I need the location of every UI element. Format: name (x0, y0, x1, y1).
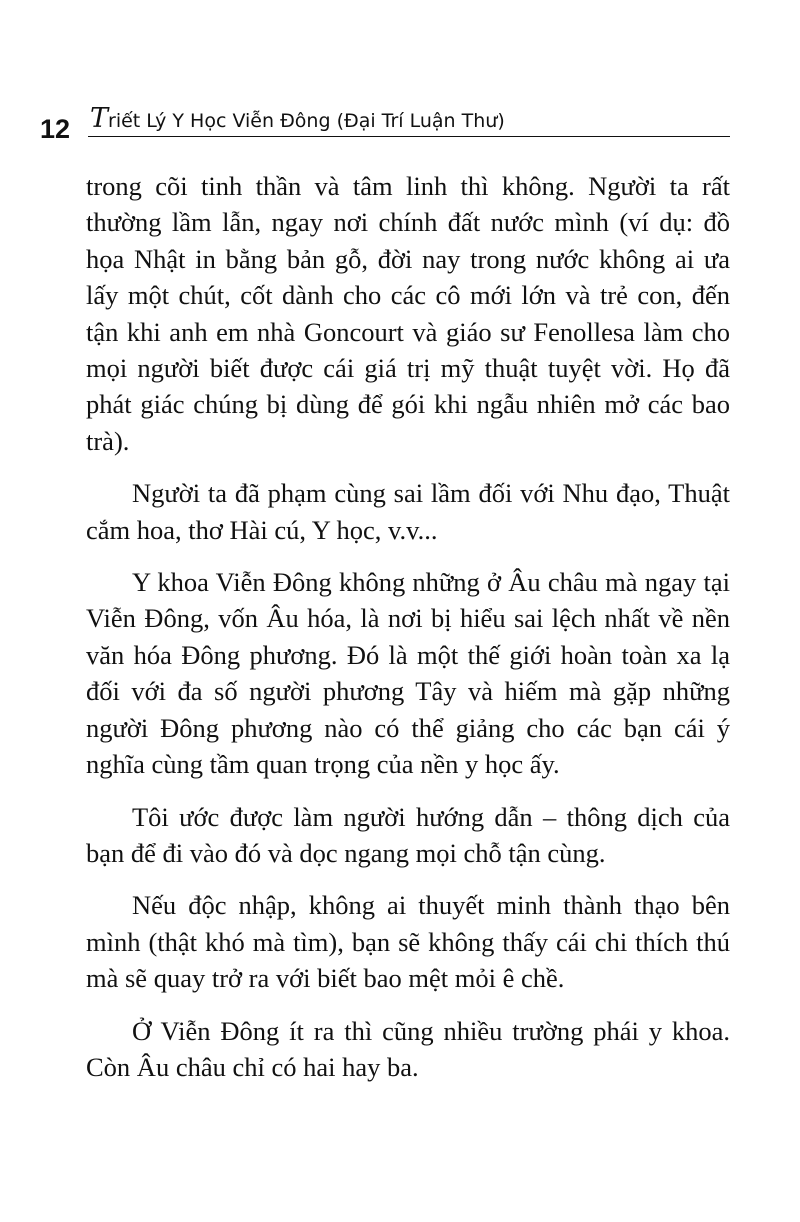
header-rule (88, 136, 730, 137)
running-title-text: riết Lý Y Học Viễn Đông (Đại Trí Luận Thư) (108, 110, 505, 132)
running-title (90, 103, 505, 134)
paragraph: Y khoa Viễn Đông không những ở Âu châu mà ngay tại Viễn Đông, vốn Âu hóa, là nơi bị hiểu sai lệch nhất về nền văn hóa Đông phương. Đó là một thế giới hoàn toàn xa lạ đối với đa số người phương Tây và hiếm mà gặp những người Đông phương nào có thể giảng cho các bạn cái ý nghĩa cùng tầm quan trọng của nền y học ấy. (86, 567, 730, 780)
paragraph: Người ta đã phạm cùng sai lầm đối với Nhu đạo, Thuật cắm hoa, thơ Hài cú, Y học, v.v... (86, 478, 730, 545)
paragraph: Nếu độc nhập, không ai thuyết minh thành thạo bên mình (thật khó mà tìm), bạn sẽ không thấy cái chi thích thú mà sẽ quay trở ra với biết bao mệt mỏi ê chề. (86, 890, 730, 994)
page-body (86, 168, 730, 1085)
paragraph: Tôi ước được làm người hướng dẫn – thông dịch của bạn để đi vào đó và dọc ngang mọi chỗ tận cùng. (86, 801, 730, 868)
page-number: 12 (40, 114, 71, 144)
running-header (40, 100, 730, 144)
running-title-initial: T (90, 103, 109, 134)
paragraph-continued: trong cõi tinh thần và tâm linh thì không. Người ta rất thường lầm lẫn, ngay nơi chính đất nước mình (ví dụ: đồ họa Nhật in bằng bản gỗ, đời nay trong nước không ai ưa lấy một chút, cốt dành cho các cô mới lớn và trẻ con, đến tận khi anh em nhà Goncourt và giáo sư Fenollesa làm cho mọi người biết được cái giá trị mỹ thuật tuyệt vời. Họ đã phát giác chúng bị dùng để gói khi ngẫu nhiên mở các bao trà). (86, 171, 730, 456)
paragraph: Ở Viễn Đông ít ra thì cũng nhiều trường phái y khoa. Còn Âu châu chỉ có hai hay ba. (86, 1015, 730, 1082)
